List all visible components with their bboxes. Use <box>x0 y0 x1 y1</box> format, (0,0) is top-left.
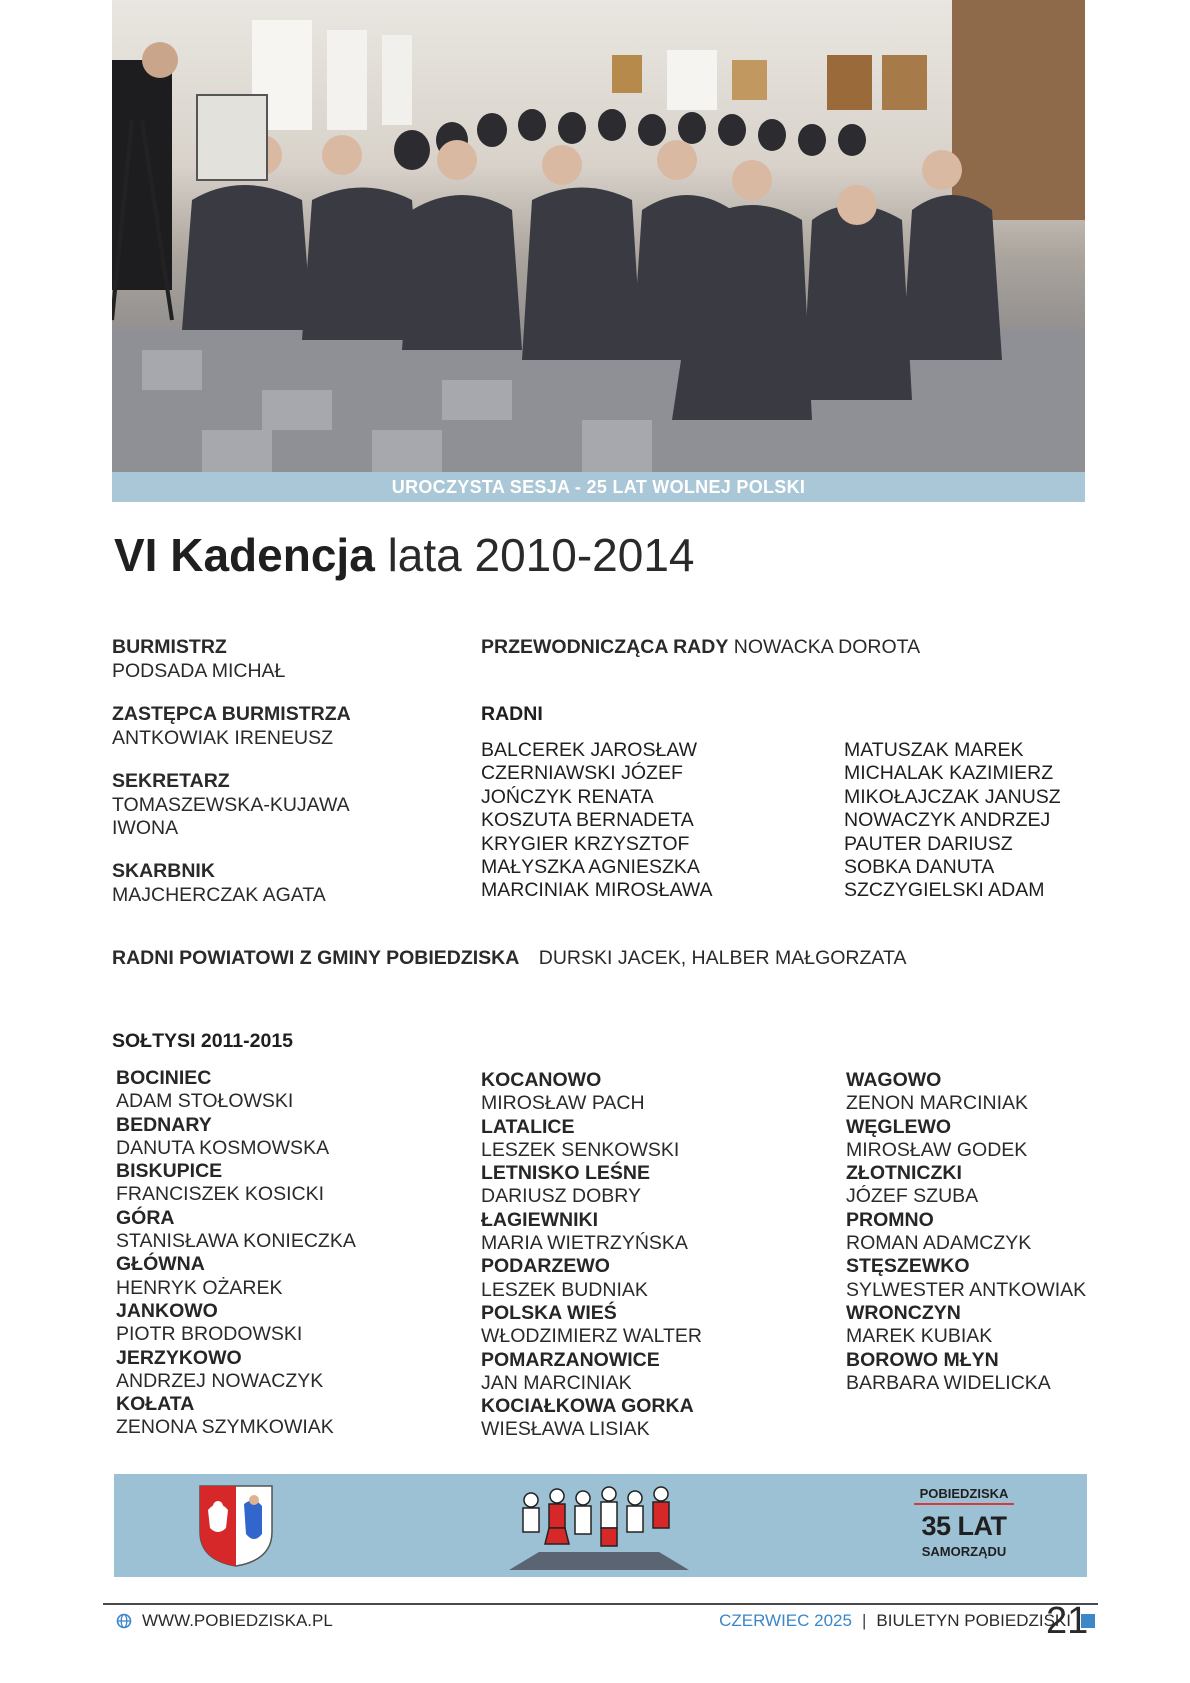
page-heading <box>114 528 695 582</box>
village-name: WĘGLEWO <box>846 1115 952 1138</box>
village-name: JANKOWO <box>116 1299 218 1322</box>
village-name: GŁÓWNA <box>116 1253 205 1276</box>
village-head-name: WIESŁAWA LISIAK <box>481 1418 650 1441</box>
village-head-name: PIOTR BRODOWSKI <box>116 1323 303 1346</box>
role-title: SEKRETARZ <box>112 770 230 792</box>
list-item: KRYGIER KRZYSZTOF <box>481 832 690 855</box>
village-heads-column-2 <box>481 1069 702 1442</box>
council-chair <box>481 636 920 659</box>
village-head-name: DARIUSZ DOBRY <box>481 1185 641 1208</box>
village-name: POMARZANOWICE <box>481 1348 660 1371</box>
list-item: KOSZUTA BERNADETA <box>481 809 694 832</box>
municipality-crest-icon <box>198 1484 274 1568</box>
village-head-name: MIROSŁAW GODEK <box>846 1138 1028 1161</box>
councillors-column-2 <box>844 739 1061 903</box>
village-name: STĘSZEWKO <box>846 1255 970 1278</box>
village-head-name: DANUTA KOSMOWSKA <box>116 1136 330 1159</box>
village-head-name: MAREK KUBIAK <box>846 1325 993 1348</box>
village-name: BEDNARY <box>116 1113 212 1136</box>
people-group-illustration <box>509 1482 689 1570</box>
issue-month: CZERWIEC 2025 <box>719 1611 852 1630</box>
chair-title: PRZEWODNICZĄCA RADY <box>481 636 729 658</box>
village-head-name: BARBARA WIDELICKA <box>846 1371 1051 1394</box>
list-item: MARCINIAK MIROSŁAWA <box>481 879 713 902</box>
village-name: ZŁOTNICZKI <box>846 1162 962 1185</box>
role-treasurer <box>112 860 326 907</box>
footer-separator: | <box>861 1611 867 1630</box>
village-name: KOCANOWO <box>481 1069 602 1091</box>
village-head-name: FRANCISZEK KOSICKI <box>116 1183 325 1206</box>
village-name: PODARZEWO <box>481 1255 610 1278</box>
chair-name: NOWACKA DOROTA <box>733 636 921 658</box>
website-link[interactable]: WWW.POBIEDZISKA.PL <box>142 1611 333 1630</box>
village-head-name: SYLWESTER ANTKOWIAK <box>846 1278 1087 1301</box>
globe-icon <box>116 1613 132 1629</box>
list-item: CZERNIAWSKI JÓZEF <box>481 762 683 785</box>
audience-photo-illustration <box>112 0 1085 472</box>
list-item: JOŃCZYK RENATA <box>481 785 654 808</box>
anniversary-banner <box>114 1474 1087 1577</box>
list-item: MATUSZAK MAREK <box>844 739 1024 761</box>
page-number: 21 <box>1046 1600 1089 1642</box>
logo-years: 35 LAT <box>921 1511 1007 1541</box>
village-name: BOCINIEC <box>116 1067 212 1089</box>
village-name: PROMNO <box>846 1208 934 1231</box>
role-title: ZASTĘPCA BURMISTRZA <box>112 703 351 725</box>
list-item: NOWACZYK ANDRZEJ <box>844 809 1051 832</box>
role-name: ANTKOWIAK IRENEUSZ <box>112 726 334 749</box>
role-name: TOMASZEWSKA-KUJAWA <box>112 793 350 816</box>
role-deputy-mayor <box>112 703 351 750</box>
list-item: MICHALAK KAZIMIERZ <box>844 762 1054 785</box>
councillors-title: RADNI <box>481 703 543 725</box>
heading-term: VI Kadencja <box>114 529 375 581</box>
list-item: SZCZYGIELSKI ADAM <box>844 879 1045 902</box>
county-councillors-names: DURSKI JACEK, HALBER MAŁGORZATA <box>538 947 907 969</box>
session-photo <box>112 0 1085 472</box>
footer-website[interactable] <box>116 1611 333 1631</box>
role-secretary <box>112 770 350 841</box>
village-head-name: MARIA WIETRZYŃSKA <box>481 1232 688 1255</box>
councillors-column-1 <box>481 739 713 903</box>
village-head-name: LESZEK SENKOWSKI <box>481 1138 680 1161</box>
county-councillors <box>112 947 906 970</box>
village-heads-column-1 <box>116 1067 356 1440</box>
list-item: MIKOŁAJCZAK JANUSZ <box>844 785 1061 808</box>
village-head-name: MIROSŁAW PACH <box>481 1092 645 1115</box>
village-name: LATALICE <box>481 1115 575 1138</box>
village-head-name: JAN MARCINIAK <box>481 1371 632 1394</box>
role-name-continued: IWONA <box>112 817 179 839</box>
list-item: PAUTER DARIUSZ <box>844 832 1013 855</box>
bulletin-name: BIULETYN POBIEDZISKI <box>876 1611 1071 1630</box>
village-head-name: LESZEK BUDNIAK <box>481 1278 648 1301</box>
logo-town: POBIEDZISKA <box>914 1486 1014 1505</box>
county-councillors-title: RADNI POWIATOWI Z GMINY POBIEDZISKA <box>112 947 520 969</box>
footer-divider <box>103 1603 1098 1605</box>
village-name: GÓRA <box>116 1206 175 1229</box>
village-head-name: WŁODZIMIERZ WALTER <box>481 1325 702 1348</box>
village-head-name: HENRYK OŻAREK <box>116 1276 283 1299</box>
village-head-name: ZENONA SZYMKOWIAK <box>116 1416 334 1439</box>
list-item: SOBKA DANUTA <box>844 856 995 879</box>
village-name: JERZYKOWO <box>116 1346 242 1369</box>
village-heads-title: SOŁTYSI 2011-2015 <box>112 1030 294 1052</box>
village-name: LETNISKO LEŚNE <box>481 1162 651 1185</box>
role-name: MAJCHERCZAK AGATA <box>112 883 326 906</box>
role-name: PODSADA MICHAŁ <box>112 659 286 682</box>
village-name: POLSKA WIEŚ <box>481 1301 617 1324</box>
village-name: WRONCZYN <box>846 1301 961 1324</box>
photo-caption: UROCZYSTA SESJA - 25 LAT WOLNEJ POLSKI <box>112 472 1085 502</box>
village-name: BISKUPICE <box>116 1160 223 1183</box>
role-title: BURMISTRZ <box>112 636 227 658</box>
village-name: BOROWO MŁYN <box>846 1348 999 1371</box>
logo-subtitle: SAMORZĄDU <box>921 1544 1007 1559</box>
village-head-name: ZENON MARCINIAK <box>846 1092 1029 1115</box>
anniversary-logo <box>914 1486 1014 1559</box>
village-name: ŁAGIEWNIKI <box>481 1208 598 1231</box>
heading-years: lata 2010-2014 <box>387 529 695 581</box>
village-name: WAGOWO <box>846 1069 942 1091</box>
village-heads-column-3 <box>846 1069 1086 1395</box>
village-head-name: ANDRZEJ NOWACZYK <box>116 1369 324 1392</box>
village-head-name: STANISŁAWA KONIECZKA <box>116 1230 356 1253</box>
village-name: KOCIAŁKOWA GORKA <box>481 1395 694 1418</box>
role-mayor <box>112 636 285 683</box>
village-head-name: JÓZEF SZUBA <box>846 1185 979 1208</box>
role-title: SKARBNIK <box>112 860 215 882</box>
village-head-name: ROMAN ADAMCZYK <box>846 1232 1032 1255</box>
list-item: BALCEREK JAROSŁAW <box>481 739 698 761</box>
footer-issue <box>719 1611 1095 1631</box>
village-head-name: ADAM STOŁOWSKI <box>116 1090 294 1113</box>
village-name: KOŁATA <box>116 1393 195 1416</box>
list-item: MAŁYSZKA AGNIESZKA <box>481 856 700 879</box>
